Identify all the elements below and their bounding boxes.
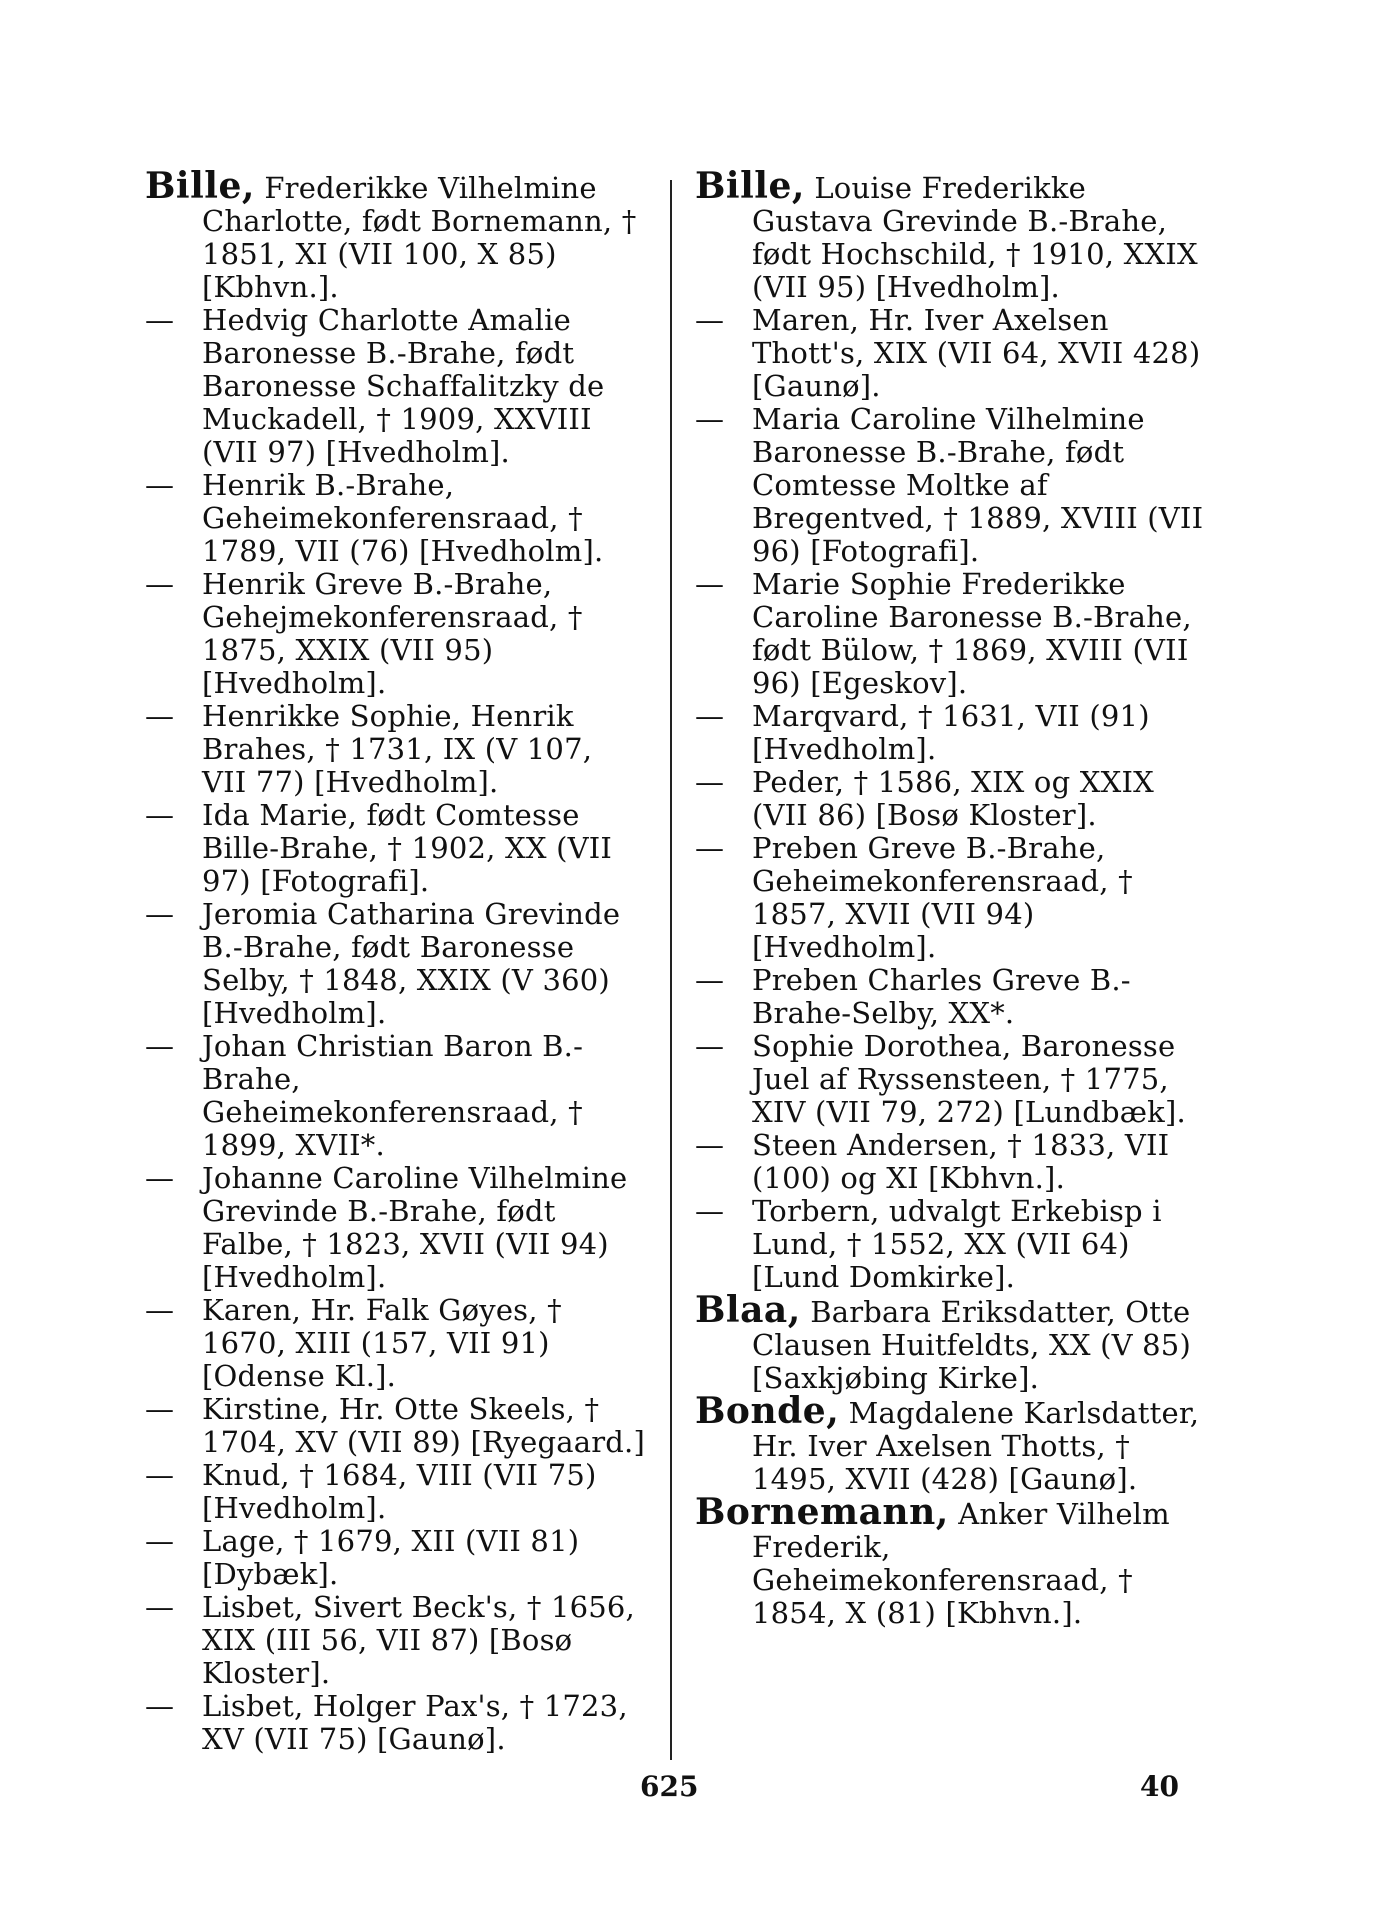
list-item: — Henrik Greve B.-Brahe, Gehejmekonferensraad, † 1875, XXIX (VII 95) [Hvedholm]. <box>145 567 583 700</box>
surname: Blaa, <box>695 1289 801 1331</box>
entry-head <box>145 165 645 304</box>
surname: Bonde, <box>695 1390 840 1432</box>
list-item: — Steen Andersen, † 1833, VII (100) og XI [Kbhvn.]. <box>695 1128 1170 1195</box>
list-item: — Maren, Hr. Iver Axelsen Thott's, XIX (VII 64, XVII 428) [Gaunø]. <box>695 303 1201 403</box>
surname: Bille, <box>695 165 805 207</box>
entry-head: Bornemann, Anker Vilhelm Frederik, Geheimekonferensraad, † 1854, X (81) [Kbhvn.]. <box>695 1491 1170 1630</box>
page-number: 625 <box>640 1770 699 1803</box>
list-item: — Hedvig Charlotte Amalie Baronesse B.-Brahe, født Baronesse Schaffalitzky de Muckadell, † 1909, XXVIII (VII 97) [Hvedholm]. <box>145 303 605 469</box>
list-item: — Henrikke Sophie, Henrik Brahes, † 1731, IX (V 107, VII 77) [Hvedholm]. <box>145 699 593 799</box>
list-item: — Peder, † 1586, XIX og XXIX (VII 86) [Bosø Kloster]. <box>695 765 1154 832</box>
surname: Bornemann, <box>695 1491 949 1533</box>
list-item: — Lisbet, Holger Pax's, † 1723, XV (VII 75) [Gaunø]. <box>145 1689 628 1756</box>
right-column <box>695 165 1215 1630</box>
list-item: — Marie Sophie Frederikke Caroline Baronesse B.-Brahe, født Bülow, † 1869, XVIII (VII 96) [Egeskov]. <box>695 567 1192 700</box>
list-item: — Sophie Dorothea, Baronesse Juel af Ryssensteen, † 1775, XIV (VII 79, 272) [Lundbæk]. <box>695 1029 1186 1129</box>
column-divider <box>670 180 672 1760</box>
entry-head: Blaa, Barbara Eriksdatter, Otte Clausen Huitfeldts, XX (V 85) [Saxkjøbing Kirke]. <box>695 1289 1191 1395</box>
entry-head: Bonde, Magdalene Karlsdatter, Hr. Iver Axelsen Thotts, † 1495, XVII (428) [Gaunø]. <box>695 1390 1200 1496</box>
list-item: — Torbern, udvalgt Erkebisp i Lund, † 1552, XX (VII 64) [Lund Domkirke]. <box>695 1194 1162 1294</box>
list-item: — Preben Charles Greve B.-Brahe-Selby, XX*. <box>695 963 1131 1030</box>
list-item: — Marqvard, † 1631, VII (91) [Hvedholm]. <box>695 699 1150 766</box>
list-item: — Jeromia Catharina Grevinde B.-Brahe, født Baronesse Selby, † 1848, XXIX (V 360) [Hvedholm]. <box>145 897 621 1030</box>
list-item: — Maria Caroline Vilhelmine Baronesse B.-Brahe, født Comtesse Moltke af Bregentved, † 1889, XVIII (VII 96) [Fotografi]. <box>695 402 1204 568</box>
list-item: — Kirstine, Hr. Otte Skeels, † 1704, XV (VII 89) [Ryegaard.] <box>145 1392 645 1459</box>
surname: Bille, <box>145 165 255 207</box>
list-item: — Preben Greve B.-Brahe, Geheimekonferensraad, † 1857, XVII (VII 94) [Hvedholm]. <box>695 831 1133 964</box>
list-item: — Johan Christian Baron B.-Brahe, Geheimekonferensraad, † 1899, XVII*. <box>145 1029 584 1162</box>
list-item: — Ida Marie, født Comtesse Bille-Brahe, † 1902, XX (VII 97) [Fotografi]. <box>145 798 613 898</box>
entry-text: Frederikke Vilhelmine Charlotte, født Bornemann, † 1851, XI (VII 100, X 85) [Kbhvn.]. <box>202 171 637 304</box>
left-column <box>145 165 645 1756</box>
list-item: — Lisbet, Sivert Beck's, † 1656, XIX (III 56, VII 87) [Bosø Kloster]. <box>145 1590 635 1690</box>
list-item: — Henrik B.-Brahe, Geheimekonferensraad, † 1789, VII (76) [Hvedholm]. <box>145 468 604 568</box>
list-item: — Lage, † 1679, XII (VII 81) [Dybæk]. <box>145 1524 580 1591</box>
entry-text: Louise Frederikke Gustava Grevinde B.-Brahe, født Hochschild, † 1910, XXIX (VII 95) [Hvedholm]. <box>752 171 1198 304</box>
list-item: — Karen, Hr. Falk Gøyes, † 1670, XIII (157, VII 91) [Odense Kl.]. <box>145 1293 562 1393</box>
list-item: — Johanne Caroline Vilhelmine Grevinde B.-Brahe, født Falbe, † 1823, XVII (VII 94) [Hvedholm]. <box>145 1161 628 1294</box>
list-item: — Knud, † 1684, VIII (VII 75) [Hvedholm]. <box>145 1458 597 1525</box>
entry-head <box>695 165 1215 304</box>
sheet-number: 40 <box>1140 1770 1179 1803</box>
